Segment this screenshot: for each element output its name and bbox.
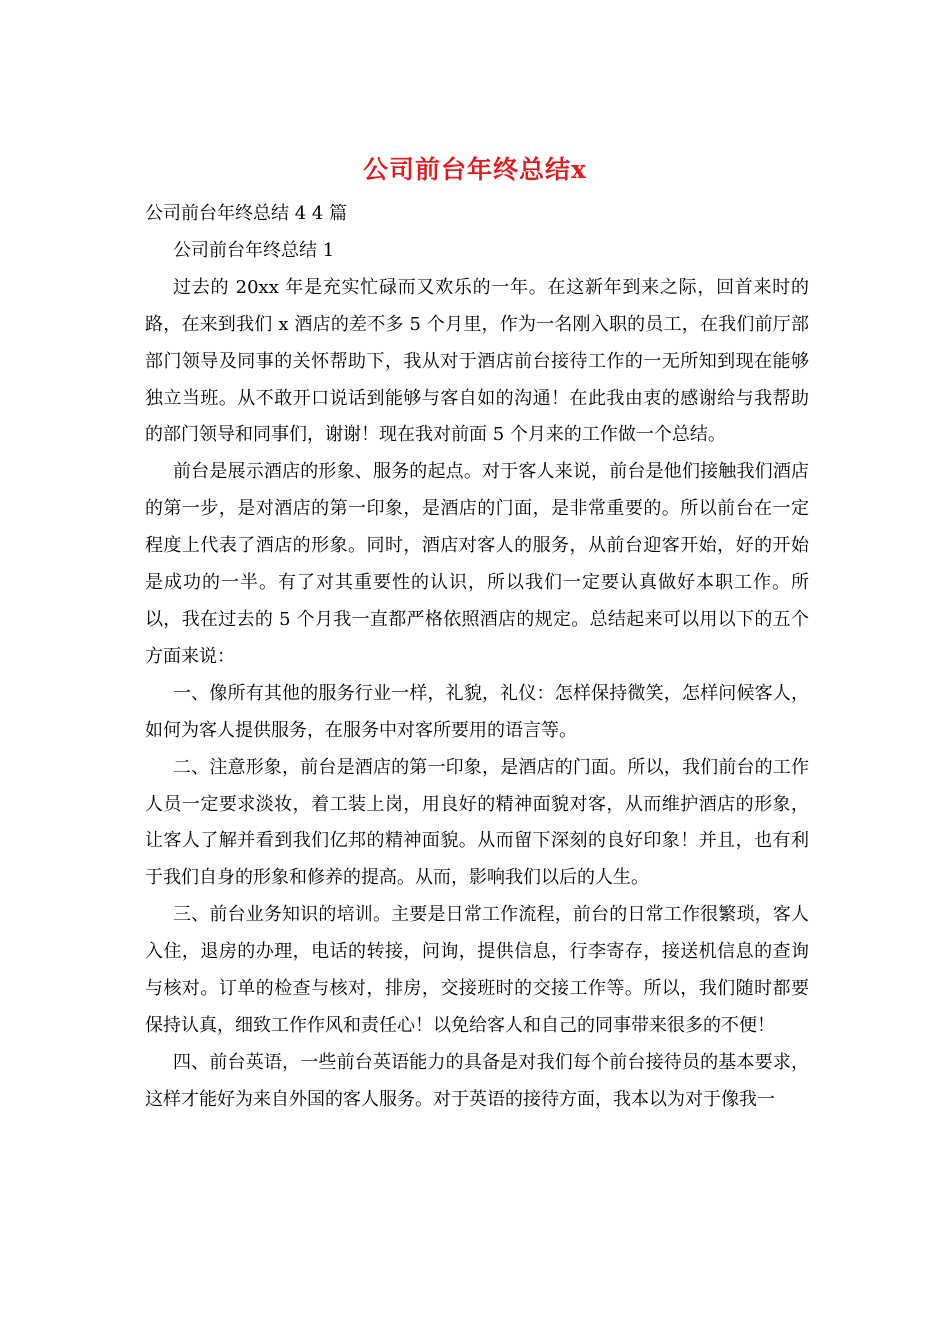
paragraph: 过去的 20xx 年是充实忙碌而又欢乐的一年。在这新年到来之际，回首来时的路，在来到我们 x 酒店的差不多 5 个月里，作为一名刚入职的员工，在我们前厅部部门领导及同事的关怀帮助下，我从对于酒店前台接待工作的一无所知到现在能够独立当班。从不敢开口说话到能够与客自如的沟通！在此我由衷的感谢给与我帮助的部门领导和同事们，谢谢！现在我对前面 5 个月来的工作做一个总结。 [145,276,809,446]
paragraph: 一、像所有其他的服务行业一样，礼貌，礼仪：怎样保持微笑，怎样问候客人，如何为客人提供服务，在服务中对客所要用的语言等。 [145,682,809,741]
document-subtitle: 公司前台年终总结 4 4 篇 [145,203,348,224]
document-title: 公司前台年终总结x [363,155,587,184]
paragraph: 四、前台英语，一些前台英语能力的具备是对我们每个前台接待员的基本要求，这样才能好为来自外国的客人服务。对于英语的接待方面，我本以为对于像我一 [145,1051,809,1110]
paragraph: 二、注意形象，前台是酒店的第一印象，是酒店的门面。所以，我们前台的工作人员一定要求淡妆，着工装上岗，用良好的精神面貌对客，从而维护酒店的形象，让客人了解并看到我们亿邦的精神面貌。从而留下深刻的良好印象！并且，也有利于我们自身的形象和修养的提高。从而，影响我们以后的人生。 [145,756,809,889]
section-heading: 公司前台年终总结 1 [173,239,335,261]
paragraph: 三、前台业务知识的培训。主要是日常工作流程，前台的日常工作很繁琐，客人入住，退房的办理，电话的转接，问询，提供信息，行李寄存，接送机信息的查询与核对。订单的检查与核对，排房，交接班时的交接工作等。所以，我们随时都要保持认真，细致工作作风和责任心！以免给客人和自己的同事带来很多的不便！ [145,904,809,1036]
document-body [145,196,809,1119]
paragraph: 前台是展示酒店的形象、服务的起点。对于客人来说，前台是他们接触我们酒店的第一步，是对酒店的第一印象，是酒店的门面，是非常重要的。所以前台在一定程度上代表了酒店的形象。同时，酒店对客人的服务，从前台迎客开始，好的开始是成功的一半。有了对其重要性的认识，所以我们一定要认真做好本职工作。所以，我在过去的 5 个月我一直都严格依照酒店的规定。总结起来可以用以下的五个方面来说： [145,461,809,667]
